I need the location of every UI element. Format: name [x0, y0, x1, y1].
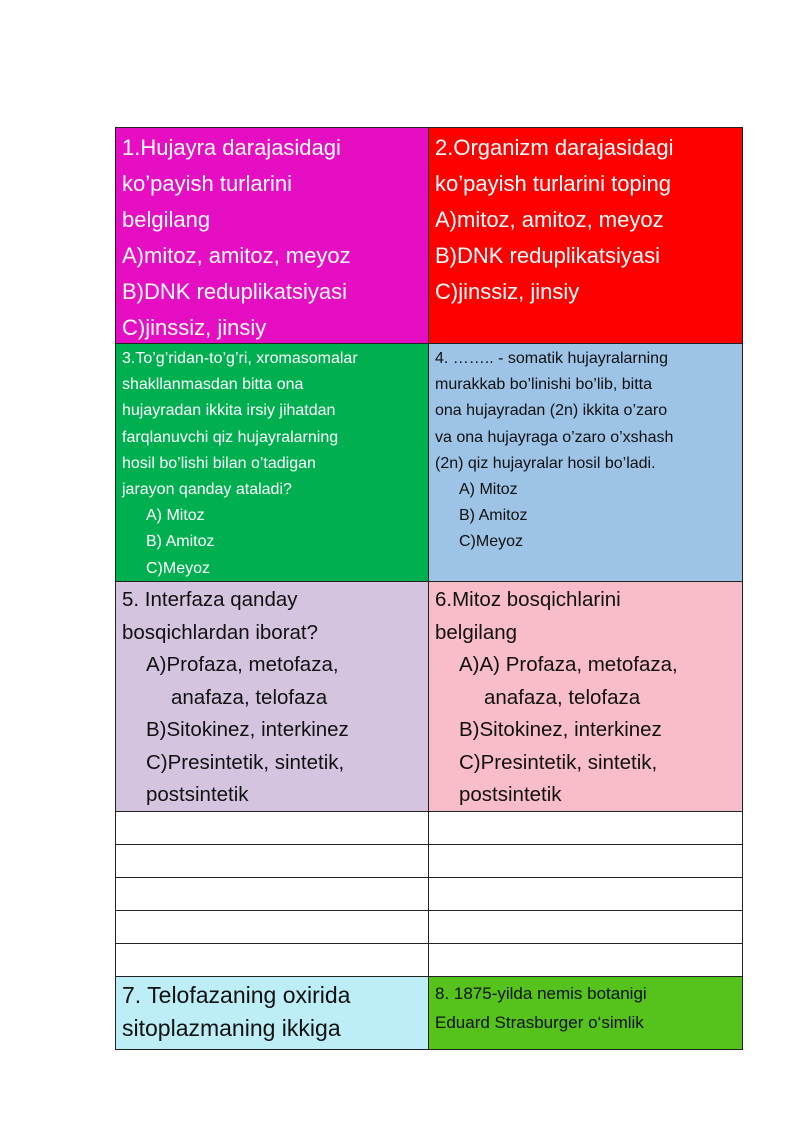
card-2-line: ko’payish turlarini toping — [435, 171, 672, 196]
card-7-line: sitoplazmaning ikkiga — [122, 1015, 341, 1041]
card-1-line: belgilang — [122, 207, 211, 232]
empty-cell — [116, 944, 429, 977]
card-5-option: C)Presintetik, sintetik, — [146, 750, 345, 774]
question-table — [115, 127, 743, 1050]
card-6-line: 6.Mitoz bosqichlarini — [435, 588, 621, 611]
empty-cell — [429, 944, 743, 977]
card-6-option: C)Presintetik, sintetik, — [459, 750, 658, 774]
card-3-line: 3.To’g’ridan-to’g’ri, xromasomalar — [122, 350, 358, 367]
card-3-line: shakllanmasdan bitta ona — [122, 376, 304, 394]
question-card-3 — [116, 344, 429, 582]
card-5-option: B)Sitokinez, interkinez — [146, 718, 349, 741]
card-6-option: postsintetik — [459, 783, 562, 806]
card-5-line: 5. Interfaza qanday — [122, 588, 298, 611]
card-4-line: murakkab bo’linishi bo’lib, bitta — [435, 376, 652, 394]
card-2-option: A)mitoz, amitoz, meyoz — [435, 207, 664, 232]
card-3-option: C)Meyoz — [146, 559, 211, 577]
card-4-line: va ona hujayraga o’zaro o’xshash — [435, 428, 674, 446]
card-3-line: hujayradan ikkita irsiy jihatdan — [122, 402, 336, 420]
card-3-option: B) Amitoz — [146, 533, 215, 551]
card-5-option: A)Profaza, metofaza, — [146, 653, 339, 676]
card-4-line: (2n) qiz hujayralar hosil bo’ladi. — [435, 454, 656, 472]
empty-cell — [116, 812, 429, 845]
card-1-line: ko’payish turlarini — [122, 171, 292, 196]
card-1-option: A)mitoz, amitoz, meyoz — [122, 243, 351, 268]
card-6-line: belgilang — [435, 620, 518, 644]
question-card-1 — [116, 128, 429, 344]
card-3-line: farqlanuvchi qiz hujayralarning — [122, 428, 339, 446]
question-card-2 — [429, 128, 743, 344]
empty-cell — [429, 845, 743, 878]
card-2-option: C)jinssiz, jinsiy — [435, 279, 580, 304]
card-4-line: ona hujayradan (2n) ikkita o’zaro — [435, 402, 668, 420]
empty-cell — [429, 911, 743, 944]
empty-cell — [116, 911, 429, 944]
card-8-line: 8. 1875-yilda nemis botanigi — [435, 984, 647, 1003]
card-5-option: anafaza, telofaza — [171, 685, 328, 709]
card-7-line: 7. Telofazaning oxirida — [122, 982, 351, 1008]
card-5-option: postsintetik — [146, 783, 249, 806]
card-4-option: A) Mitoz — [459, 481, 518, 499]
card-3-option: A) Mitoz — [146, 507, 205, 525]
empty-cell — [429, 812, 743, 845]
question-card-4 — [429, 344, 743, 582]
card-1-line: 1.Hujayra darajasidagi — [122, 135, 341, 160]
question-card-8 — [429, 977, 743, 1050]
empty-cell — [116, 878, 429, 911]
empty-cell — [429, 878, 743, 911]
card-1-option: C)jinssiz, jinsiy — [122, 315, 267, 340]
card-8-line: Eduard Strasburger o‘simlik — [435, 1013, 644, 1032]
question-card-6 — [429, 582, 743, 812]
question-card-7 — [116, 977, 429, 1050]
card-5-line: bosqichlardan iborat? — [122, 620, 319, 644]
card-4-option: B) Amitoz — [459, 507, 528, 525]
card-2-line: 2.Organizm darajasidagi — [435, 135, 674, 160]
card-6-option: anafaza, telofaza — [484, 685, 641, 709]
card-3-line: hosil bo’lishi bilan o’tadigan — [122, 454, 316, 472]
card-1-option: B)DNK reduplikatsiyasi — [122, 279, 347, 304]
card-4-option: C)Meyoz — [459, 533, 524, 551]
card-6-option: B)Sitokinez, interkinez — [459, 718, 662, 741]
question-card-5 — [116, 582, 429, 812]
empty-cell — [116, 845, 429, 878]
card-2-option: B)DNK reduplikatsiyasi — [435, 243, 660, 268]
card-3-line: jarayon qanday ataladi? — [122, 481, 292, 499]
card-4-line: 4. …….. - somatik hujayralarning — [435, 350, 668, 367]
card-6-option: A)A) Profaza, metofaza, — [459, 653, 678, 676]
